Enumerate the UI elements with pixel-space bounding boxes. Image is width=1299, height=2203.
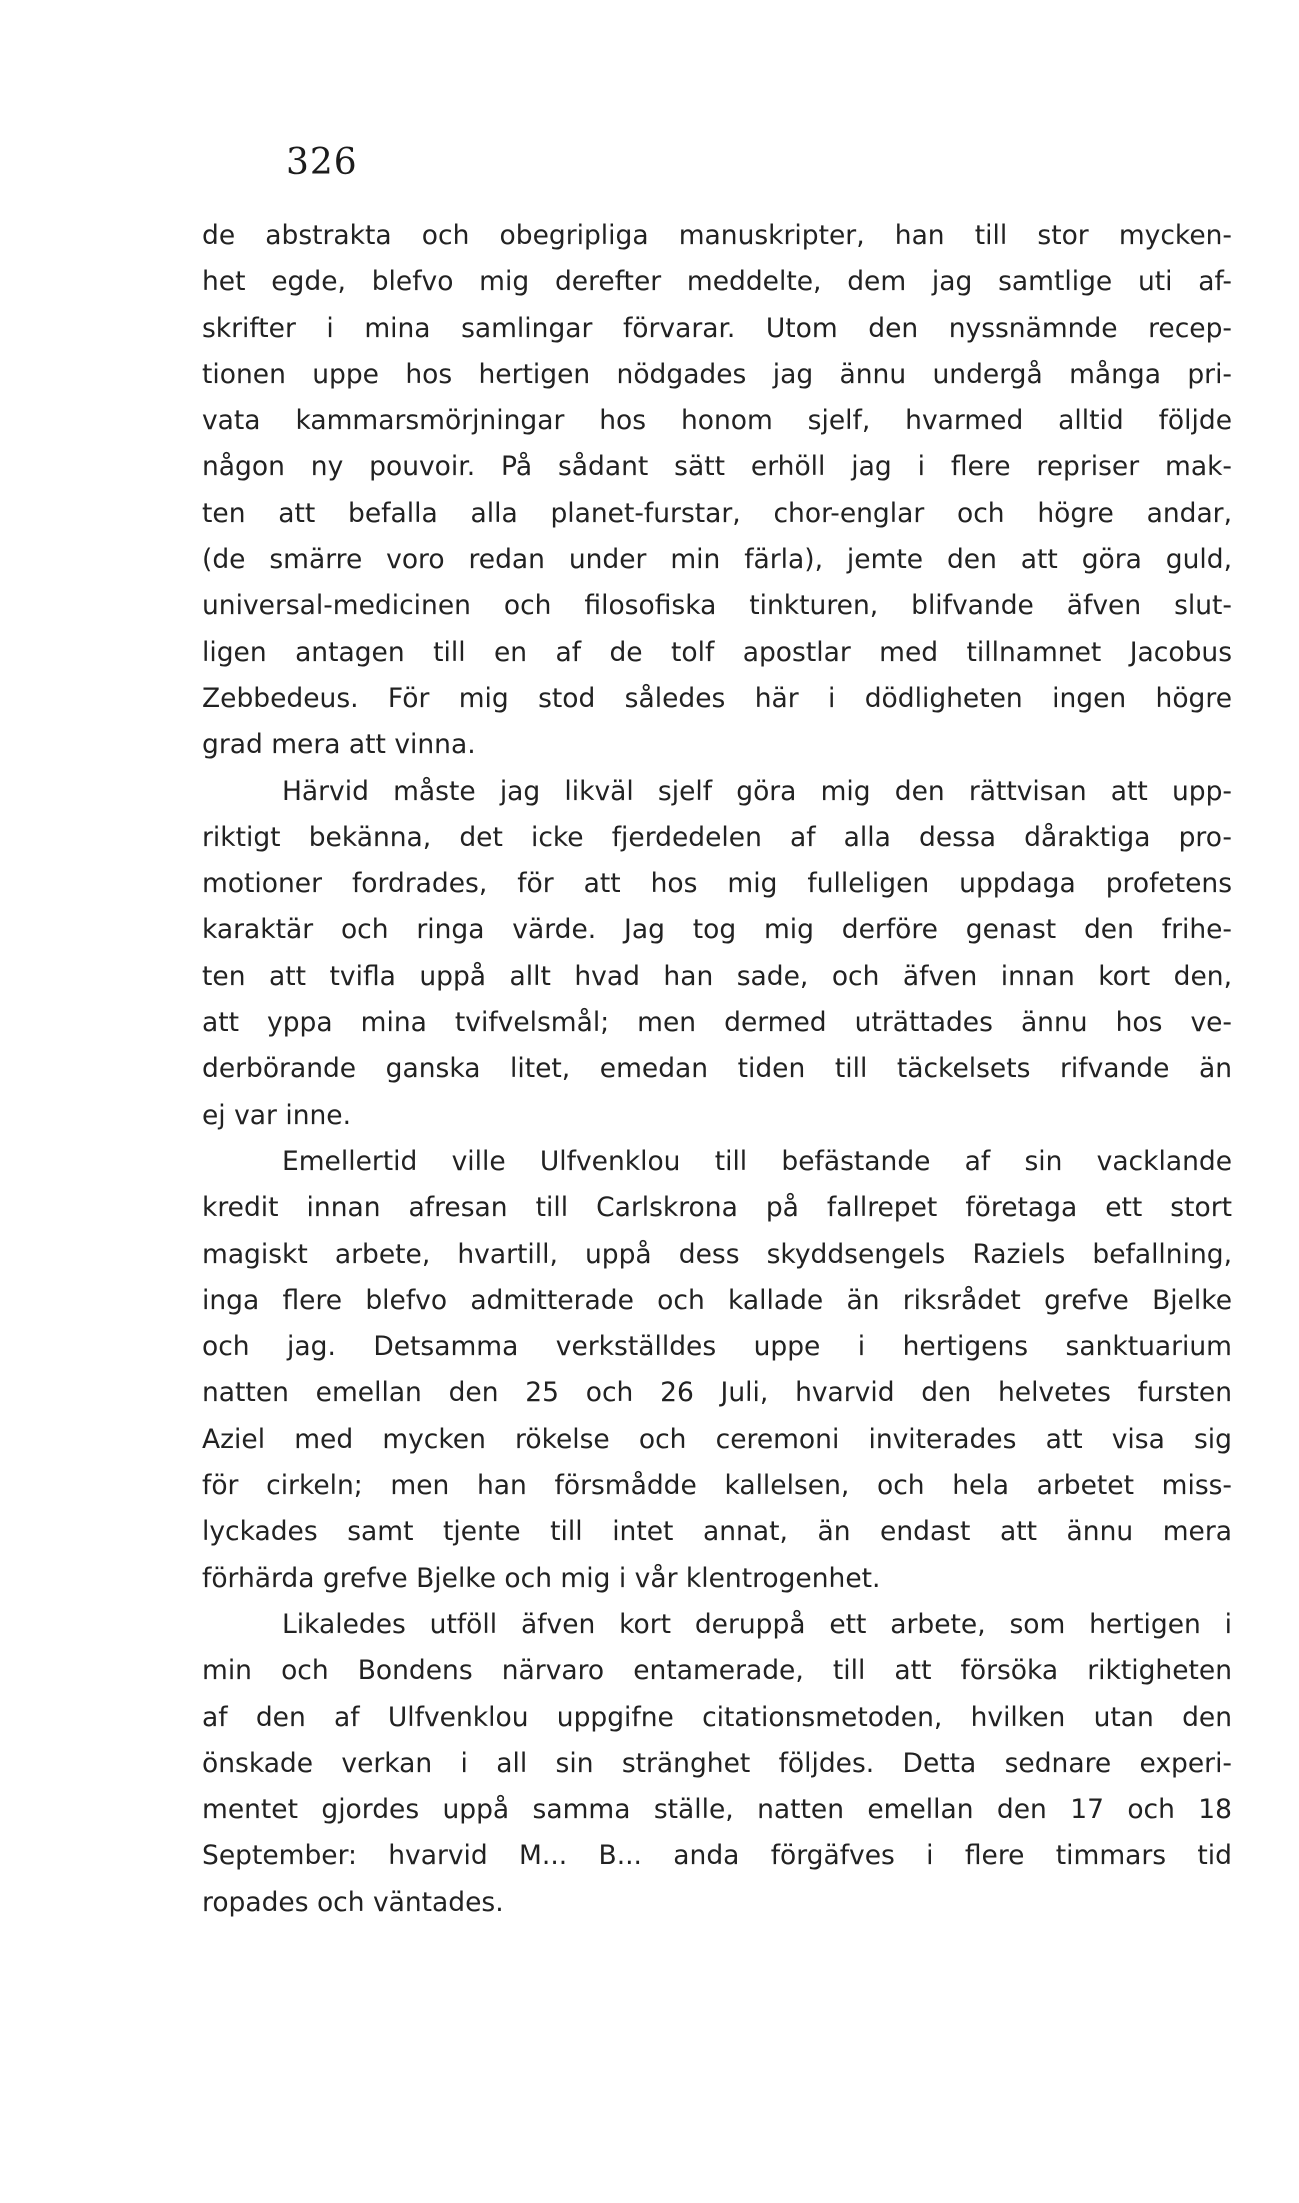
text-line: Härvid måste jag likväl sjelf göra mig den rättvisan att upp- xyxy=(282,775,1232,807)
text-line: skrifter i mina samlingar förvarar. Utom den nyssnämnde recep- xyxy=(202,312,1232,344)
text-line: het egde, blefvo mig derefter meddelte, dem jag samtlige uti af- xyxy=(202,266,1232,298)
text-line: Aziel med mycken rökelse och ceremoni inviterades att visa sig xyxy=(202,1423,1232,1455)
text-line: någon ny pouvoir. På sådant sätt erhöll jag i flere repriser mak- xyxy=(202,451,1232,483)
text-line: önskade verkan i all sin stränghet följdes. Detta sednare experi- xyxy=(202,1747,1232,1779)
text-line: ej var inne. xyxy=(202,1099,352,1131)
text-line: Emellertid ville Ulfvenklou till befästande af sin vacklande xyxy=(282,1145,1232,1177)
text-line: ten att tvifla uppå allt hvad han sade, och äfven innan kort den, xyxy=(202,960,1232,992)
text-line: September: hvarvid M... B... anda förgäfves i flere timmars tid xyxy=(202,1840,1232,1872)
text-line: Zebbedeus. För mig stod således här i dödligheten ingen högre xyxy=(202,682,1232,714)
text-line: Likaledes utföll äfven kort deruppå ett arbete, som hertigen i xyxy=(282,1608,1232,1640)
text-line: inga flere blefvo admitterade och kallade än riksrådet grefve Bjelke xyxy=(202,1284,1232,1316)
text-line: förhärda grefve Bjelke och mig i vår klentrogenhet. xyxy=(202,1562,881,1594)
text-line: karaktär och ringa värde. Jag tog mig derföre genast den frihe- xyxy=(202,914,1232,946)
text-line: universal-medicinen och filosofiska tinkturen, blifvande äfven slut- xyxy=(202,590,1232,622)
text-line: kredit innan afresan till Carlskrona på fallrepet företaga ett stort xyxy=(202,1192,1232,1224)
text-line: för cirkeln; men han försmådde kallelsen, och hela arbetet miss- xyxy=(202,1470,1232,1502)
text-line: derbörande ganska litet, emedan tiden till täckelsets rifvande än xyxy=(202,1053,1232,1085)
text-line: ropades och väntades. xyxy=(202,1886,504,1918)
body-text xyxy=(202,213,1232,1926)
text-line: vata kammarsmörjningar hos honom sjelf, hvarmed alltid följde xyxy=(202,405,1232,437)
paragraph xyxy=(202,213,1232,769)
text-line: och jag. Detsamma verkställdes uppe i hertigens sanktuarium xyxy=(202,1331,1232,1363)
text-line: mentet gjordes uppå samma ställe, natten emellan den 17 och 18 xyxy=(202,1794,1232,1826)
page-number: 326 xyxy=(286,142,358,183)
paragraph xyxy=(202,769,1232,1139)
text-line: ligen antagen till en af de tolf apostlar med tillnamnet Jacobus xyxy=(202,636,1232,668)
text-line: natten emellan den 25 och 26 Juli, hvarvid den helvetes fursten xyxy=(202,1377,1232,1409)
text-line: (de smärre voro redan under min färla), jemte den att göra guld, xyxy=(202,544,1232,576)
text-line: grad mera att vinna. xyxy=(202,729,476,761)
text-line: motioner fordrades, för att hos mig fulleligen uppdaga profetens xyxy=(202,868,1232,900)
paragraph xyxy=(202,1139,1232,1602)
text-line: tionen uppe hos hertigen nödgades jag ännu undergå många pri- xyxy=(202,358,1232,390)
text-line: ten att befalla alla planet-furstar, chor-englar och högre andar, xyxy=(202,497,1232,529)
text-line: riktigt bekänna, det icke fjerdedelen af alla dessa dåraktiga pro- xyxy=(202,821,1232,853)
text-line: magiskt arbete, hvartill, uppå dess skyddsengels Raziels befallning, xyxy=(202,1238,1232,1270)
text-line: att yppa mina tvifvelsmål; men dermed uträttades ännu hos ve- xyxy=(202,1007,1232,1039)
paragraph xyxy=(202,1602,1232,1926)
text-line: min och Bondens närvaro entamerade, till att försöka riktigheten xyxy=(202,1655,1232,1687)
text-line: de abstrakta och obegripliga manuskripter, han till stor mycken- xyxy=(202,220,1232,251)
text-line: lyckades samt tjente till intet annat, än endast att ännu mera xyxy=(202,1516,1232,1548)
text-line: af den af Ulfvenklou uppgifne citationsmetoden, hvilken utan den xyxy=(202,1701,1232,1733)
